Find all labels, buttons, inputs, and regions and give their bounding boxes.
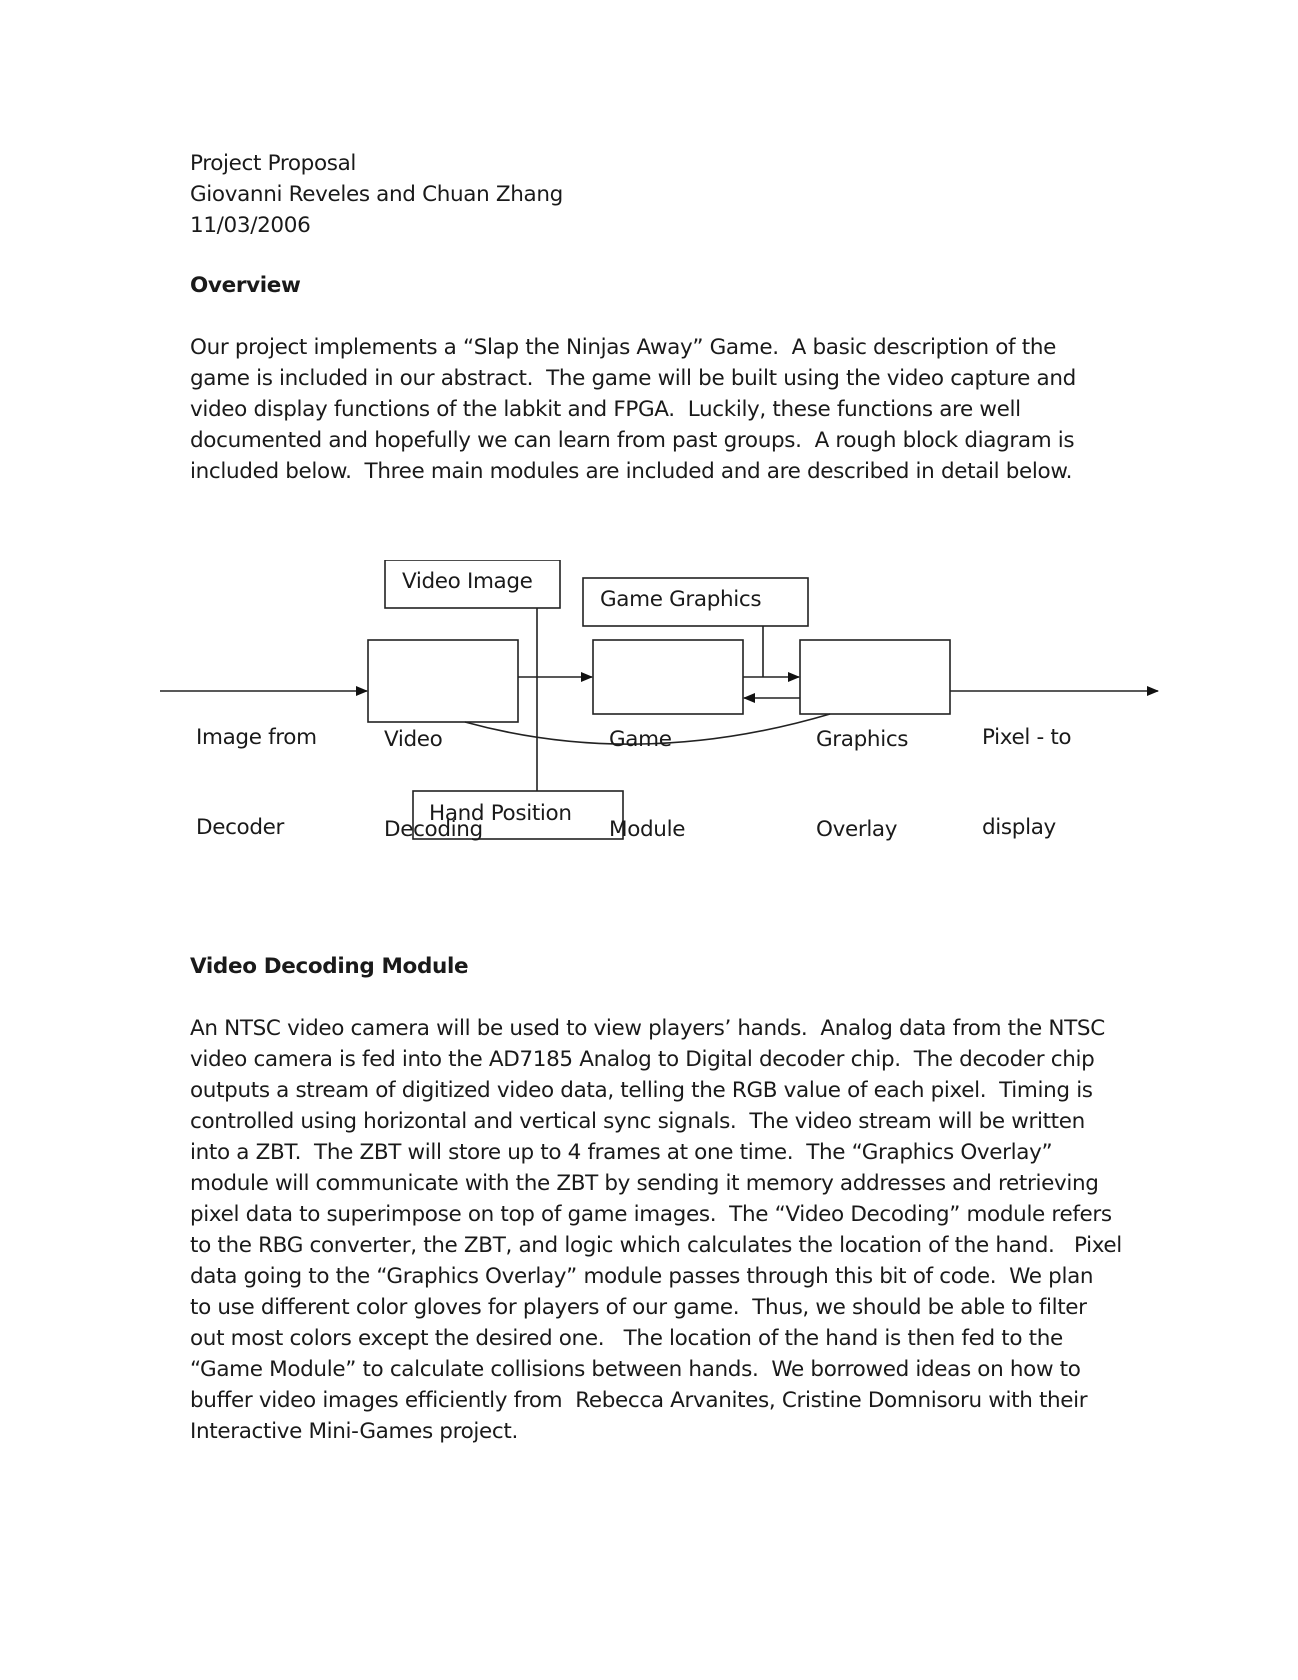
video-decoding-line: “Game Module” to calculate collisions between hands. We borrowed ideas on how to bbox=[190, 1357, 1081, 1382]
video-decoding-line: buffer video images efficiently from Rebecca Arvanites, Cristine Domnisoru with their bbox=[190, 1388, 1088, 1413]
document-date: 11/03/2006 bbox=[190, 213, 311, 238]
document-title: Project Proposal bbox=[190, 151, 357, 176]
game-graphics-label: Game Graphics bbox=[600, 587, 762, 612]
hand-position-label: Hand Position bbox=[429, 801, 572, 826]
overview-line: documented and hopefully we can learn from past groups. A rough block diagram is bbox=[190, 428, 1075, 453]
video-decoding-paragraph bbox=[190, 1013, 1120, 1447]
video-decoding-line: to the RBG converter, the ZBT, and logic which calculates the location of the hand. Pixel bbox=[190, 1233, 1122, 1258]
input-label-line: Image from bbox=[196, 725, 317, 750]
output-label bbox=[982, 663, 1071, 903]
overview-paragraph bbox=[190, 332, 1120, 487]
video-decoding-heading: Video Decoding Module bbox=[190, 954, 469, 979]
overview-line: video display functions of the labkit and FPGA. Luckily, these functions are well bbox=[190, 397, 1021, 422]
video-decoding-label bbox=[384, 665, 483, 905]
overview-heading: Overview bbox=[190, 273, 301, 298]
video-decoding-line: pixel data to superimpose on top of game images. The “Video Decoding” module refers bbox=[190, 1202, 1112, 1227]
graphics-overlay-label-line: Graphics bbox=[816, 727, 909, 752]
game-module-label-line: Module bbox=[609, 817, 686, 842]
video-decoding-label-line: Decoding bbox=[384, 817, 483, 842]
video-decoding-line: out most colors except the desired one. The location of the hand is then fed to the bbox=[190, 1326, 1063, 1351]
game-module-label bbox=[609, 665, 685, 905]
video-decoding-line: An NTSC video camera will be used to view players’ hands. Analog data from the NTSC bbox=[190, 1016, 1105, 1041]
video-decoding-line: outputs a stream of digitized video data, telling the RGB value of each pixel. Timing is bbox=[190, 1078, 1093, 1103]
video-decoding-label-line: Video bbox=[384, 727, 443, 752]
graphics-overlay-label-line: Overlay bbox=[816, 817, 898, 842]
video-image-label: Video Image bbox=[402, 569, 533, 594]
input-label-line: Decoder bbox=[196, 815, 285, 840]
document-authors: Giovanni Reveles and Chuan Zhang bbox=[190, 182, 563, 207]
input-label bbox=[196, 663, 317, 903]
video-decoding-line: into a ZBT. The ZBT will store up to 4 frames at one time. The “Graphics Overlay” bbox=[190, 1140, 1053, 1165]
video-decoding-line: Interactive Mini-Games project. bbox=[190, 1419, 518, 1444]
output-label-line: display bbox=[982, 815, 1056, 840]
overview-line: included below. Three main modules are included and are described in detail below. bbox=[190, 459, 1073, 484]
overview-line: Our project implements a “Slap the Ninjas Away” Game. A basic description of the bbox=[190, 335, 1056, 360]
game-module-label-line: Game bbox=[609, 727, 672, 752]
header-block bbox=[190, 148, 1120, 241]
block-diagram bbox=[0, 560, 1298, 880]
graphics-overlay-label bbox=[816, 665, 908, 905]
video-decoding-line: controlled using horizontal and vertical sync signals. The video stream will be written bbox=[190, 1109, 1085, 1134]
video-decoding-line: video camera is fed into the AD7185 Analog to Digital decoder chip. The decoder chip bbox=[190, 1047, 1095, 1072]
video-decoding-line: to use different color gloves for players of our game. Thus, we should be able to filter bbox=[190, 1295, 1087, 1320]
video-decoding-line: data going to the “Graphics Overlay” module passes through this bit of code. We plan bbox=[190, 1264, 1094, 1289]
output-label-line: Pixel - to bbox=[982, 725, 1072, 750]
video-decoding-line: module will communicate with the ZBT by sending it memory addresses and retrieving bbox=[190, 1171, 1099, 1196]
overview-line: game is included in our abstract. The game will be built using the video capture and bbox=[190, 366, 1076, 391]
